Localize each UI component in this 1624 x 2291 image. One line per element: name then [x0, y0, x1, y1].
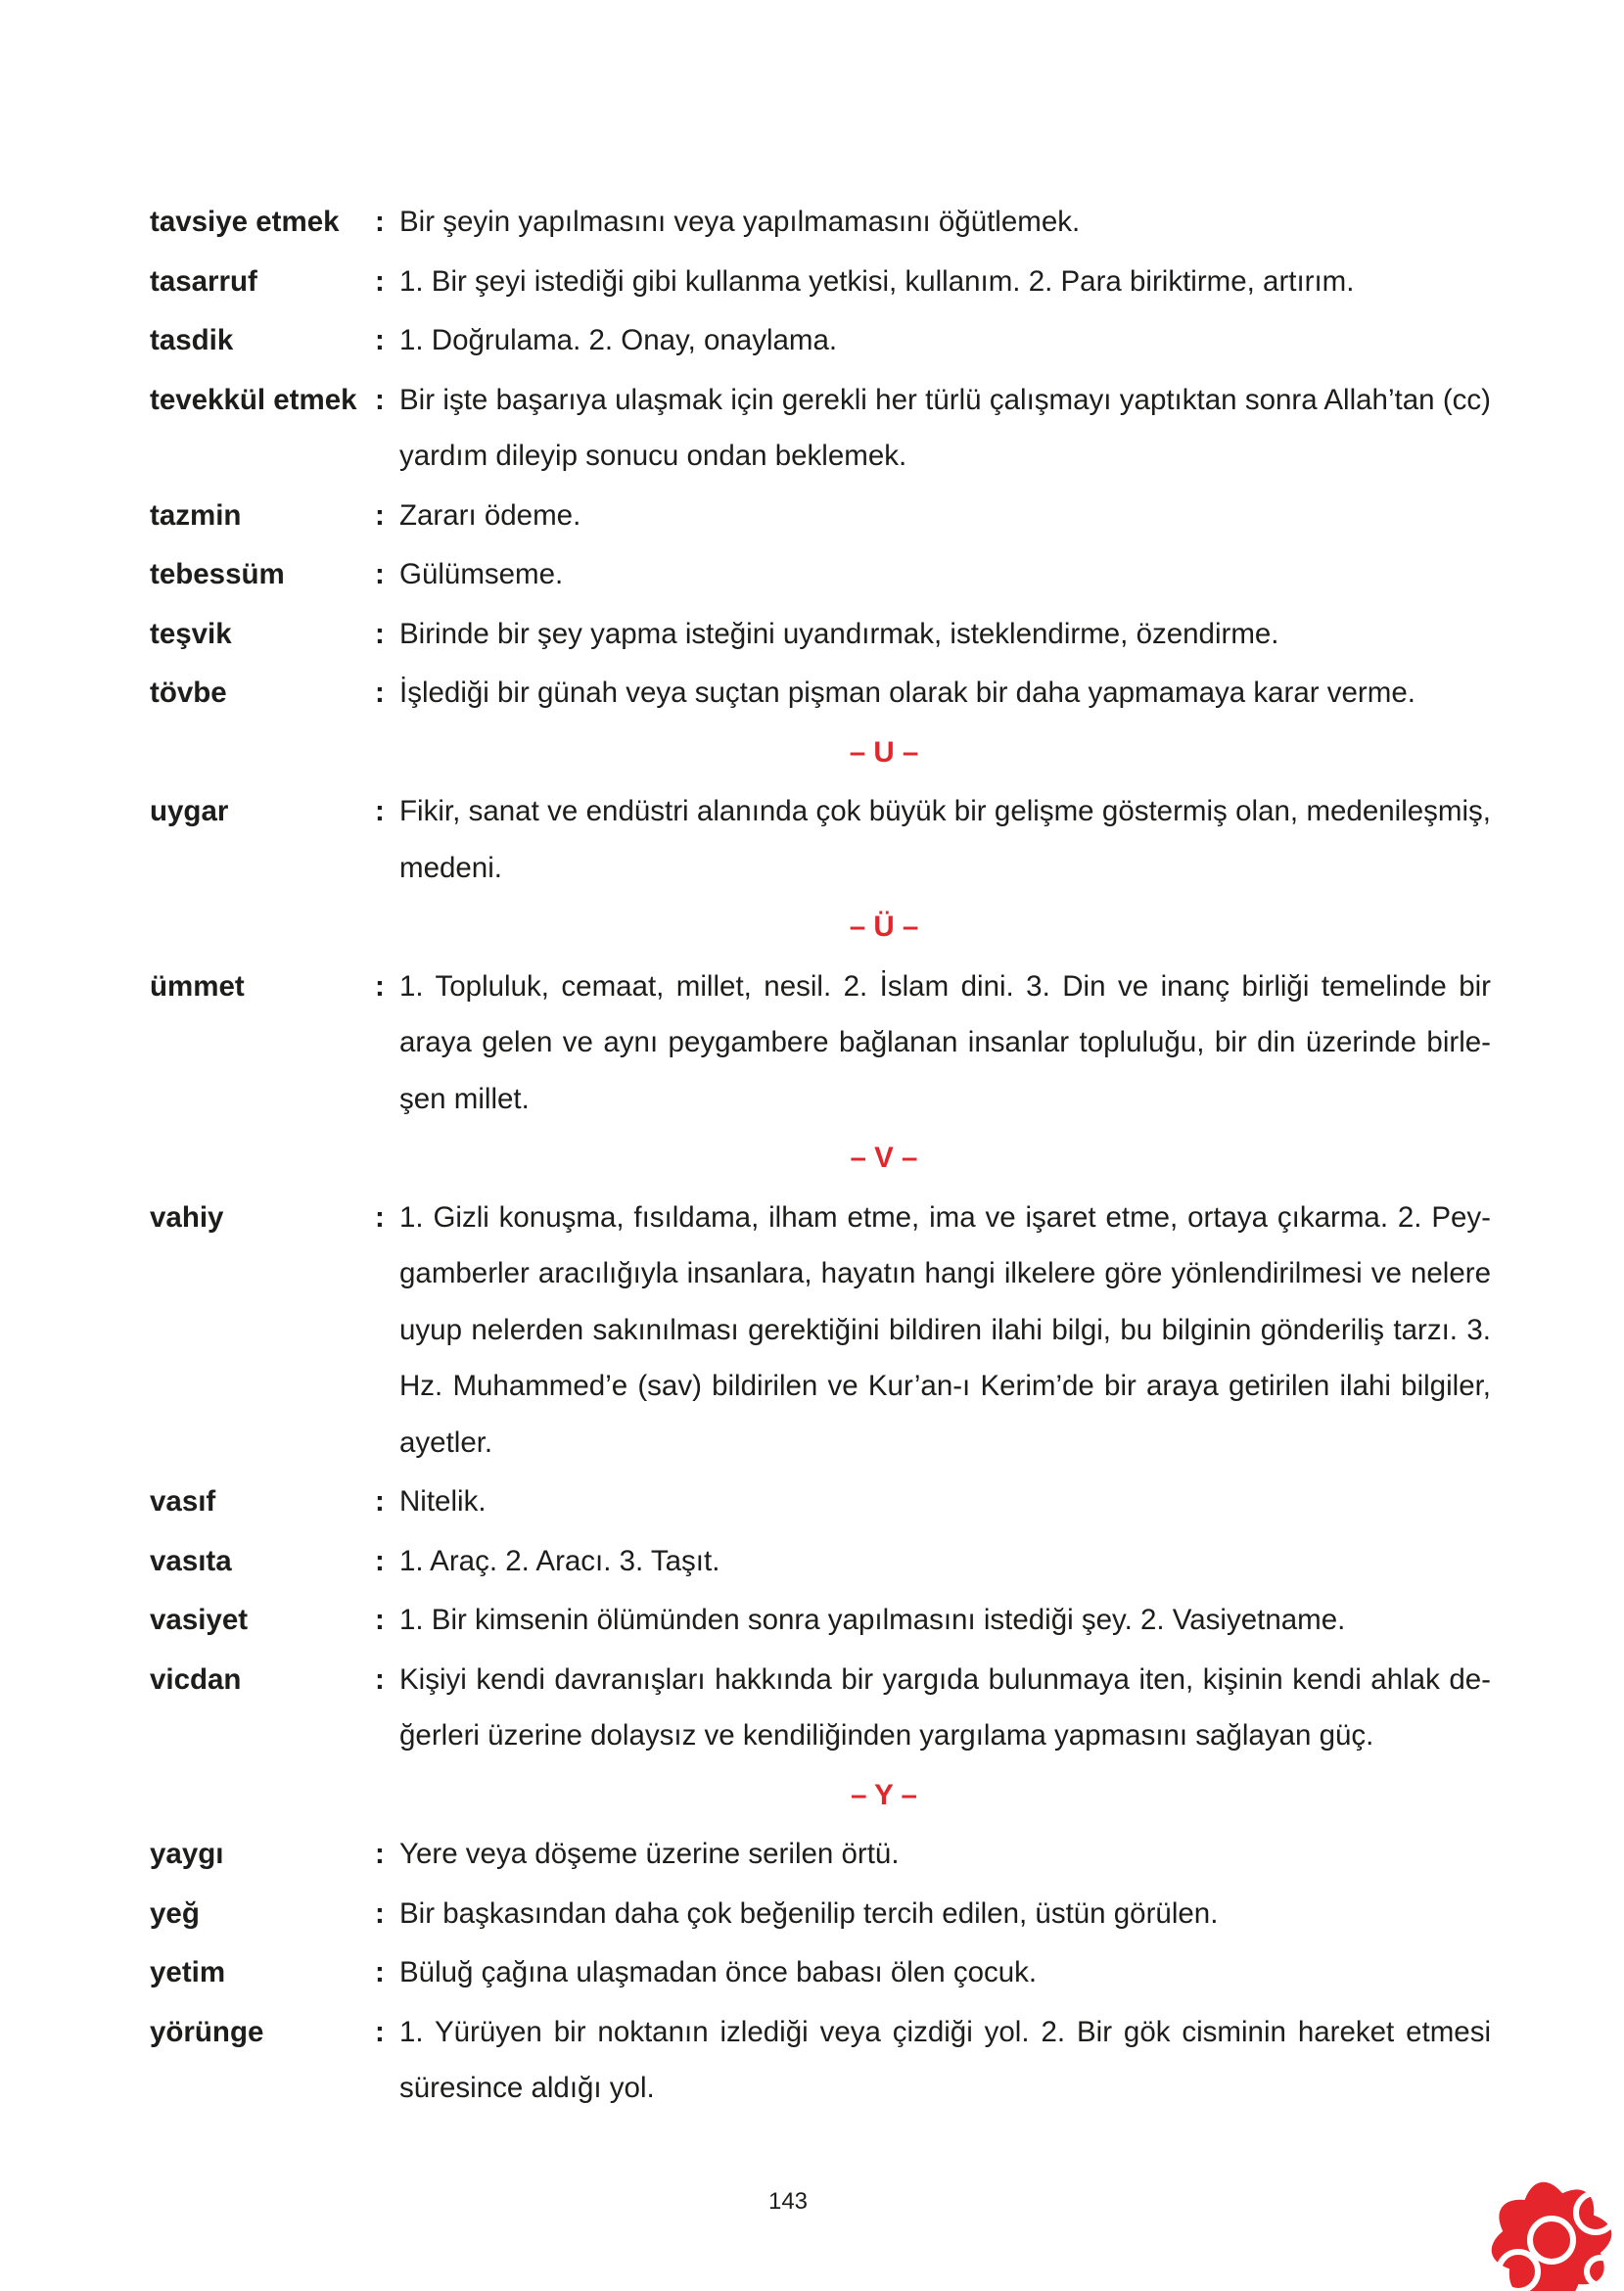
- entry-definition: 1. Gizli konuşma, fısıldama, ilham etme, ima ve işaret etme, ortaya çıkarma. 2. Peygamberler aracılığıyla insanlara, hayatın hangi ilkelere göre yönlendirilmesi ve nelere uyup nelerden sakınılması gerektiğini bildiren ilahi bilgi, bu bilginin gönderiliş tarzı. 3. Hz. Muhammed’e (sav) bildirilen ve Kur’an-ı Kerim’de bir araya getirilen ilahi bilgiler, ayetler.: [399, 1200, 1491, 1459]
- entry-definition: Birinde bir şey yapma isteğini uyandırmak, isteklendirme, özendirme.: [399, 617, 1279, 650]
- entry-separator: :: [375, 1896, 385, 1930]
- entry-term: tasdik: [150, 324, 234, 356]
- entry-separator: :: [375, 558, 385, 590]
- entry-term: tazmin: [150, 498, 242, 532]
- glossary-entry: [150, 372, 1491, 485]
- entry-term: tasarruf: [150, 264, 257, 298]
- entry-separator: :: [375, 324, 385, 356]
- letter-heading: – V –: [850, 1142, 918, 1174]
- entry-separator: :: [375, 1544, 385, 1577]
- entry-separator: :: [375, 617, 385, 650]
- entry-definition: Fikir, sanat ve endüstri alanında çok büyük bir gelişme göstermiş olan, medenileşmiş, medeni.: [399, 795, 1491, 884]
- entry-definition: 1. Bir kimsenin ölümünden sonra yapılmasını istediği şey. 2. Vasiyetname.: [399, 1604, 1346, 1636]
- entry-definition: 1. Araç. 2. Aracı. 3. Taşıt.: [399, 1544, 720, 1577]
- glossary-entry: [150, 665, 1491, 722]
- glossary-entry: [150, 1886, 1491, 1942]
- entry-separator: :: [375, 264, 385, 298]
- entry-term: yeğ: [150, 1896, 200, 1930]
- entry-term: yetim: [150, 1956, 226, 1988]
- glossary-entry: [150, 1652, 1491, 1764]
- glossary-entry: [150, 2004, 1491, 2117]
- glossary-entry: [150, 1592, 1491, 1649]
- glossary-entry: [150, 488, 1491, 544]
- entry-separator: :: [375, 1956, 385, 1988]
- entry-separator: :: [375, 1485, 385, 1518]
- entry-definition: Büluğ çağına ulaşmadan önce babası ölen çocuk.: [399, 1956, 1038, 1988]
- page-number: 143: [767, 2188, 809, 2215]
- glossary-entry: [150, 1190, 1491, 1472]
- entry-term: tebessüm: [150, 558, 285, 590]
- entry-separator: :: [375, 498, 385, 532]
- glossary-entry: [150, 606, 1491, 663]
- entry-definition: 1. Doğrulama. 2. Onay, onaylama.: [399, 324, 838, 356]
- entry-separator: :: [375, 795, 385, 827]
- entry-separator: :: [375, 383, 385, 416]
- entry-term: teşvik: [150, 617, 232, 650]
- glossary-entry: [150, 194, 1491, 251]
- entry-term: vasıf: [150, 1485, 216, 1518]
- glossary-entry: [150, 1826, 1491, 1883]
- entry-definition: Zararı ödeme.: [399, 498, 581, 532]
- entry-separator: :: [375, 1604, 385, 1636]
- letter-heading: – Ü –: [849, 911, 919, 943]
- entry-definition: Nitelik.: [399, 1485, 487, 1518]
- entry-definition: Bir işte başarıya ulaşmak için gerekli her türlü çalışmayı yaptıktan sonra Allah’tan (cc) yardım dileyip sonucu ondan beklemek.: [399, 383, 1491, 472]
- entry-term: tövbe: [150, 677, 227, 709]
- entry-term: tevekkül etmek: [150, 383, 357, 416]
- glossary-list: [150, 194, 1491, 2120]
- glossary-entry: [150, 1944, 1491, 2001]
- entry-separator: :: [375, 1200, 385, 1234]
- glossary-entry: [150, 1533, 1491, 1590]
- glossary-entry: [150, 546, 1491, 603]
- entry-term: ümmet: [150, 969, 245, 1003]
- entry-term: yaygı: [150, 1838, 224, 1870]
- entry-definition: Yere veya döşeme üzerine serilen örtü.: [399, 1838, 900, 1870]
- entry-definition: Bir başkasından daha çok beğenilip tercih edilen, üstün görülen.: [399, 1896, 1219, 1930]
- entry-definition: 1. Bir şeyi istediği gibi kullanma yetkisi, kullanım. 2. Para biriktirme, artırım.: [399, 264, 1355, 298]
- entry-term: vasiyet: [150, 1604, 249, 1636]
- glossary-entry: [150, 312, 1491, 369]
- entry-definition: 1. Topluluk, cemaat, millet, nesil. 2. İslam dini. 3. Din ve inanç birliği temelinde bir araya gelen ve aynı peygambere bağlanan insanlar topluluğu, bir din üzerinde birleşen millet.: [399, 969, 1491, 1115]
- entry-term: vasıta: [150, 1544, 232, 1577]
- entry-separator: :: [375, 1662, 385, 1696]
- entry-separator: :: [375, 677, 385, 709]
- glossary-entry: [150, 958, 1491, 1128]
- entry-definition: İşlediği bir günah veya suçtan pişman olarak bir daha yapmamaya karar verme.: [399, 677, 1415, 709]
- glossary-entry: [150, 783, 1491, 896]
- letter-heading: – Y –: [851, 1778, 917, 1811]
- entry-separator: :: [375, 206, 385, 238]
- entry-term: yörünge: [150, 2015, 264, 2048]
- entry-term: vahiy: [150, 1200, 224, 1234]
- entry-separator: :: [375, 1838, 385, 1870]
- entry-term: uygar: [150, 795, 229, 827]
- glossary-entry: [150, 254, 1491, 310]
- entry-definition: Bir şeyin yapılmasını veya yapılmamasını öğütlemek.: [399, 206, 1081, 238]
- entry-definition: Kişiyi kendi davranışları hakkında bir yargıda bulunmaya iten, kişinin kendi ahlak değerleri üzerine dolaysız ve kendiliğinden yargılama yapmasını sağlayan güç.: [399, 1662, 1491, 1752]
- letter-heading: – U –: [849, 735, 919, 769]
- entry-term: tavsiye etmek: [150, 206, 340, 238]
- entry-definition: 1. Yürüyen bir noktanın izlediği veya çizdiği yol. 2. Bir gök cisminin hareket etmesi süresince aldığı yol.: [399, 2015, 1491, 2104]
- entry-definition: Gülümseme.: [399, 558, 564, 590]
- entry-separator: :: [375, 969, 385, 1003]
- entry-term: vicdan: [150, 1662, 242, 1696]
- glossary-entry: [150, 1473, 1491, 1530]
- entry-separator: :: [375, 2015, 385, 2048]
- flower-ornament-icon: [1454, 2115, 1624, 2291]
